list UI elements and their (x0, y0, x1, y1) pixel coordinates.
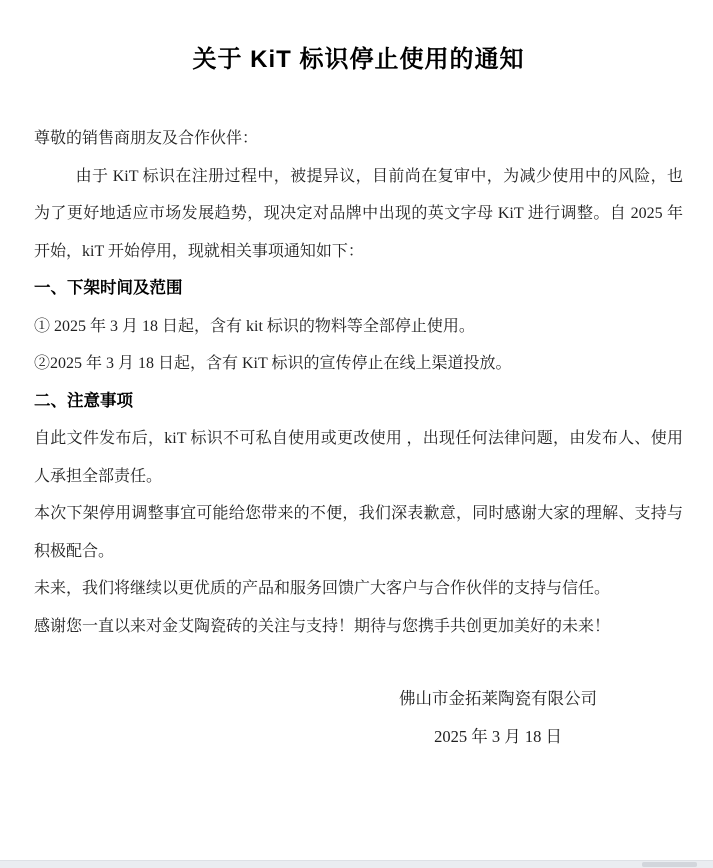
section-2-paragraph-1: 自此文件发布后，kiT 标识不可私自使用或更改使用 ，出现任何法律问题，由发布人、使用人承担全部责任。 (34, 430, 683, 485)
signature-date: 2025 年 3 月 18 日 (434, 727, 562, 746)
document-title: 关于 KiT 标识停止使用的通知 (192, 46, 525, 73)
signature-company: 佛山市金拓莱陶瓷有限公司 (399, 689, 597, 708)
section-2-paragraph-4: 感谢您一直以来对金艾陶瓷砖的关注与支持！期待与您携手共创更加美好的未来！ (34, 617, 611, 635)
signature-block (399, 680, 597, 756)
salutation: 尊敬的销售商朋友及合作伙伴： (34, 130, 259, 147)
section-2-heading: 二、注意事项 (34, 391, 133, 410)
section-1-item-1: ① 2025 年 3 月 18 日起，含有 kit 标识的物料等全部停止使用。 (34, 317, 475, 335)
horizontal-scrollbar-thumb[interactable] (642, 862, 697, 867)
document-body (34, 120, 683, 756)
section-1-heading: 一、下架时间及范围 (34, 279, 183, 297)
horizontal-scrollbar[interactable] (0, 860, 713, 868)
intro-paragraph: 由于 KiT 标识在注册过程中，被提异议，目前尚在复审中，为减少使用中的风险，也为了更好地适应市场发展趋势，现决定对品牌中出现的英文字母 KiT 进行调整。自 2025 年开始，kiT 开始停用，现就相关事项通知如下： (34, 167, 683, 260)
section-2-paragraph-3: 未来，我们将继续以更优质的产品和服务回馈广大客户与合作伙伴的支持与信任。 (34, 580, 611, 597)
section-2-paragraph-2: 本次下架停用调整事宜可能给您带来的不便，我们深表歉意，同时感谢大家的理解、支持与积极配合。 (34, 505, 683, 560)
section-1-item-2: ②2025 年 3 月 18 日起，含有 KiT 标识的宣传停止在线上渠道投放。 (34, 355, 512, 372)
